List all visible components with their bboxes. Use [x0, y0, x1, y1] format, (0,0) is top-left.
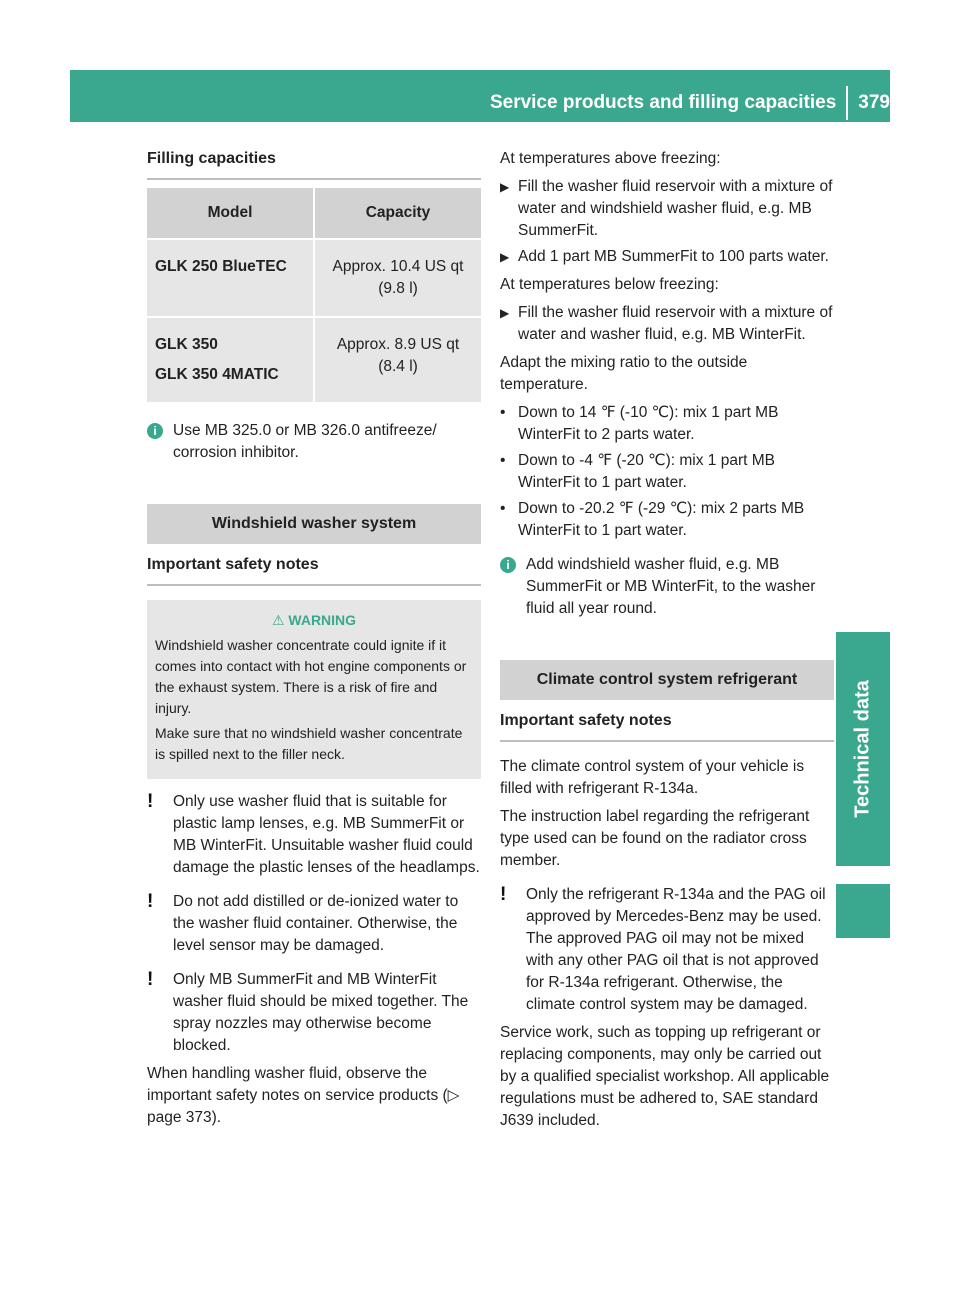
model-cell [147, 239, 314, 317]
bullet-icon: • [500, 452, 506, 469]
paragraph: The instruction label regarding the refrigerant type used can be found on the radiator cross member. [500, 808, 810, 869]
exclamation-icon: ! [147, 791, 154, 812]
info-icon: i [500, 557, 516, 573]
filling-capacities-title: Filling capacities [147, 148, 481, 180]
warning-label: ⚠ WARNING [271, 612, 357, 628]
model-line: GLK 350 4MATIC [155, 366, 279, 383]
info-note [500, 554, 834, 620]
model-line: GLK 250 BlueTEC [155, 258, 287, 275]
info-note-text: Use MB 325.0 or MB 326.0 antifreeze/ corrosion inhibitor. [173, 422, 437, 461]
capacity-line: Approx. 8.9 US qt [336, 336, 460, 353]
notice-text: Only the refrigerant R‑134a and the PAG oil approved by Mercedes‑Benz may be used. The approved PAG oil may not be mixed with any other PAG oil that is not approved for R‑134a refrigerant. Otherwise, the climate control system may be damaged. [526, 886, 826, 1013]
list-item: • Down to ‑4 ℉ (‑20 ℃): mix 1 part MB WinterFit to 1 part water. [500, 450, 834, 494]
notice-text: Do not add distilled or de-ionized water to the washer fluid container. Otherwise, the level sensor may be damaged. [173, 893, 459, 954]
header-capacity: Capacity [314, 188, 481, 239]
safety-notes-title: Important safety notes [147, 544, 481, 586]
side-marker [836, 884, 890, 938]
arrow-right-icon: ▶ [500, 180, 510, 194]
section-band-climate: Climate control system refrigerant [500, 660, 834, 700]
safety-notes-title: Important safety notes [500, 700, 834, 742]
below-freezing-label: At temperatures below freezing: [500, 276, 719, 293]
list-item: ▶ Fill the washer fluid reservoir with a mixture of water and washer fluid, e.g. MB WinterFit. [500, 302, 834, 346]
capacity-table [147, 188, 481, 402]
info-note [147, 420, 481, 464]
table-header-row [147, 188, 481, 239]
warning-box [147, 600, 481, 779]
adapt-text: Adapt the mixing ratio to the outside temperature. [500, 354, 748, 393]
notice [147, 969, 481, 1057]
model-line: GLK 350 [155, 336, 218, 353]
list-item: • Down to 14 ℉ (‑10 ℃): mix 1 part MB WinterFit to 2 parts water. [500, 402, 834, 446]
header-title: Service products and filling capacities [489, 92, 837, 113]
header-model: Model [147, 188, 314, 239]
capacity-cell [314, 317, 481, 402]
header-separator [846, 86, 848, 120]
info-note-text: Add windshield washer fluid, e.g. MB SummerFit or MB WinterFit, to the washer fluid all year round. [526, 556, 816, 617]
left-column [147, 148, 481, 1135]
notice [147, 891, 481, 957]
side-tab-label: Technical data [852, 680, 875, 818]
notice-text: Only MB SummerFit and MB WinterFit washer fluid should be mixed together. The spray nozzles may otherwise become blocked. [173, 971, 469, 1054]
table-row [147, 239, 481, 317]
list-item: • Down to ‑20.2 ℉ (‑29 ℃): mix 2 parts MB WinterFit to 1 part water. [500, 498, 834, 542]
page-number: 379 [858, 92, 890, 113]
side-tab [836, 632, 890, 866]
warning-triangle-icon: ⚠ [271, 612, 285, 628]
exclamation-icon: ! [147, 969, 154, 990]
bullet-icon: • [500, 404, 506, 421]
model-cell [147, 317, 314, 402]
notice-text: Only use washer fluid that is suitable for plastic lamp lenses, e.g. MB SummerFit or MB WinterFit. Unsuitable washer fluid could damage the plastic lenses of the headlamps. [173, 793, 480, 876]
exclamation-icon: ! [500, 884, 507, 905]
list-item: ▶ Fill the washer fluid reservoir with a mixture of water and windshield washer fluid, e.g. MB SummerFit. [500, 176, 834, 242]
capacity-cell [314, 239, 481, 317]
arrow-right-icon: ▶ [500, 306, 510, 320]
info-icon: i [147, 423, 163, 439]
warning-text: Make sure that no windshield washer concentrate is spilled next to the filler neck. [155, 725, 463, 762]
warning-text: Windshield washer concentrate could ignite if it comes into contact with hot engine components or the exhaust system. There is a risk of fire and injury. [155, 637, 467, 716]
paragraph: The climate control system of your vehicle is filled with refrigerant R‑134a. [500, 758, 805, 797]
arrow-right-icon: ▶ [500, 250, 510, 264]
table-row [147, 317, 481, 402]
section-band-washer: Windshield washer system [147, 504, 481, 544]
exclamation-icon: ! [147, 891, 154, 912]
notice [147, 791, 481, 879]
closing-text: When handling washer fluid, observe the important safety notes on service products (▷ page 373). [147, 1065, 460, 1126]
capacity-line: Approx. 10.4 US qt [332, 258, 464, 275]
list-item: ▶ Add 1 part MB SummerFit to 100 parts water. [500, 246, 834, 268]
capacity-line: (8.4 l) [378, 358, 418, 375]
paragraph: Service work, such as topping up refrigerant or replacing components, may only be carried out by a qualified specialist workshop. All applicable regulations must be adhered to, SAE standard J639 included. [500, 1024, 830, 1129]
above-freezing-label: At temperatures above freezing: [500, 150, 721, 167]
bullet-icon: • [500, 500, 506, 517]
notice [500, 884, 834, 1016]
page-header [490, 86, 890, 120]
capacity-line: (9.8 l) [378, 280, 418, 297]
right-column [500, 148, 834, 1138]
